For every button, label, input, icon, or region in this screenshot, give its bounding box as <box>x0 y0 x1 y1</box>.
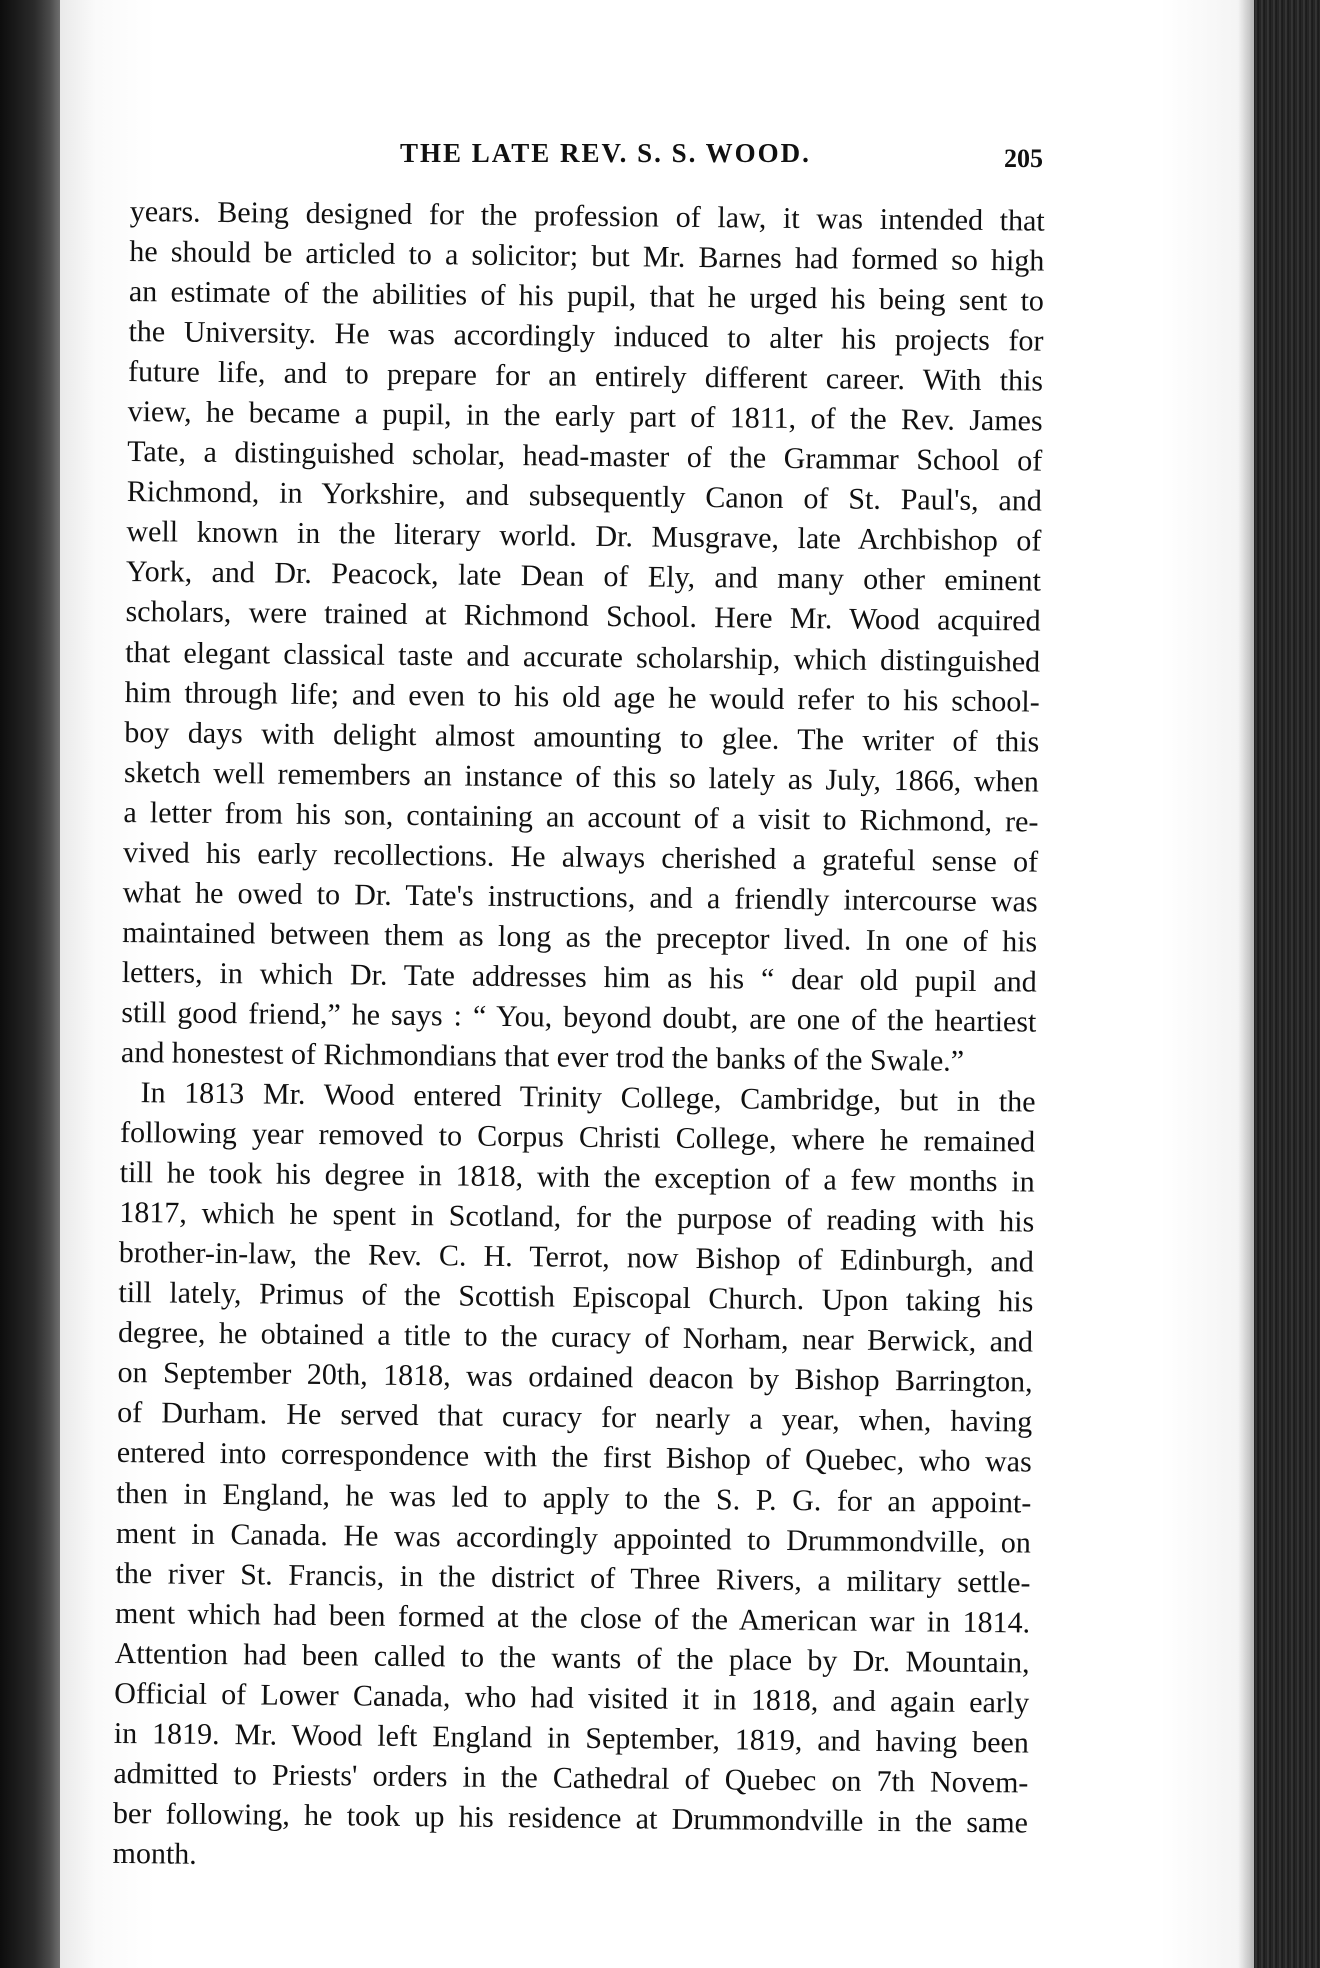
text-line: letters, in which Dr. Tate addresses him as his “ dear old pupil and <box>121 955 1037 999</box>
text-line: ment in Canada. He was accordingly appointed to Drummondville, on <box>115 1516 1032 1560</box>
text-line: Attention had been called to the wants of the place by Dr. Mountain, <box>114 1636 1030 1680</box>
text-line: entered into correspondence with the first Bishop of Quebec, who was <box>116 1436 1032 1479</box>
text-line: scholars, were trained at Richmond School. Here Mr. Wood acquired <box>125 595 1041 639</box>
text-line: then in England, he was led to apply to the S. P. G. for an appoint- <box>116 1476 1032 1520</box>
text-line: maintained between them as long as the preceptor lived. In one of his <box>122 915 1038 959</box>
text-line: sketch well remembers an instance of this so lately as July, 1866, when <box>123 755 1040 799</box>
text-line: till he took his degree in 1818, with the exception of a few months in <box>119 1156 1035 1199</box>
text-line: ment which had been formed at the close of the American war in 1814. <box>114 1596 1031 1640</box>
text-line: ber following, he took up his residence at Drummondville in the same <box>112 1796 1029 1840</box>
text-line: brother-in-law, the Rev. C. H. Terrot, now Bishop of Edinburgh, and <box>118 1236 1035 1279</box>
text-line: Tate, a distinguished scholar, head-master of the Grammar School of <box>127 435 1043 478</box>
running-title: THE LATE REV. S. S. WOOD. <box>400 138 811 168</box>
text-line: Richmond, in Yorkshire, and subsequently Canon of St. Paul's, and <box>126 475 1042 518</box>
text-line: him through life; and even to his old age he would refer to his school- <box>124 675 1040 719</box>
text-line: on September 20th, 1818, was ordained deacon by Bishop Barrington, <box>117 1356 1033 1399</box>
text-line: vived his early recollections. He always cherished a grateful sense of <box>122 835 1039 879</box>
text-line: a letter from his son, containing an account of a visit to Richmond, re- <box>123 795 1039 839</box>
text-line: in 1819. Mr. Wood left England in September, 1819, and having been <box>113 1716 1029 1760</box>
text-line: future life, and to prepare for an entirely different career. With this <box>127 355 1044 398</box>
text-line: years. Being designed for the profession of law, it was intended that <box>129 194 1045 238</box>
page-stack-edge-right <box>1254 0 1320 1968</box>
text-line: month. <box>112 1836 197 1871</box>
text-line: York, and Dr. Peacock, late Dean of Ely, and many other eminent <box>125 555 1042 598</box>
text-line: an estimate of the abilities of his pupil, that he urged his being sent to <box>128 275 1045 318</box>
text-line: degree, he obtained a title to the curacy of Norham, near Berwick, and <box>117 1316 1034 1359</box>
text-line: well known in the literary world. Dr. Musgrave, late Archbishop of <box>126 515 1042 558</box>
text-line: he should be articled to a solicitor; but Mr. Barnes had formed so high <box>129 235 1045 278</box>
text-line: In 1813 Mr. Wood entered Trinity College, Cambridge, but in the <box>140 1076 1036 1119</box>
text-line: boy days with delight almost amounting to glee. The writer of this <box>124 715 1040 759</box>
text-line: following year removed to Corpus Christi College, where he remained <box>119 1116 1036 1159</box>
text-line: and honestest of Richmondians that ever trod the banks of the Swale.” <box>120 1035 965 1078</box>
text-line: view, he became a pupil, in the early part of 1811, of the Rev. James <box>127 395 1043 438</box>
binding-edge-left <box>0 0 62 1968</box>
page-header <box>60 138 1256 178</box>
text-line: what he owed to Dr. Tate's instructions, and a friendly intercourse was <box>122 875 1038 919</box>
text-line: 1817, which he spent in Scotland, for the purpose of reading with his <box>119 1196 1035 1239</box>
text-line: the University. He was accordingly induced to alter his projects for <box>128 315 1044 358</box>
text-line: still good friend,” he says : “ You, beyond doubt, are one of the heartiest <box>121 995 1037 1039</box>
page-number: 205 <box>1004 144 1043 173</box>
text-line: that elegant classical taste and accurate scholarship, which distinguished <box>125 635 1041 679</box>
text-line: of Durham. He served that curacy for nearly a year, when, having <box>117 1396 1033 1439</box>
text-line: till lately, Primus of the Scottish Episcopal Church. Upon taking his <box>118 1276 1034 1319</box>
text-line: the river St. Francis, in the district of Three Rivers, a military settle- <box>115 1556 1031 1600</box>
text-line: admitted to Priests' orders in the Cathedral of Quebec on 7th Novem- <box>113 1756 1029 1800</box>
body-text <box>112 192 1045 1883</box>
text-line: Official of Lower Canada, who had visited it in 1818, and again early <box>114 1676 1030 1720</box>
